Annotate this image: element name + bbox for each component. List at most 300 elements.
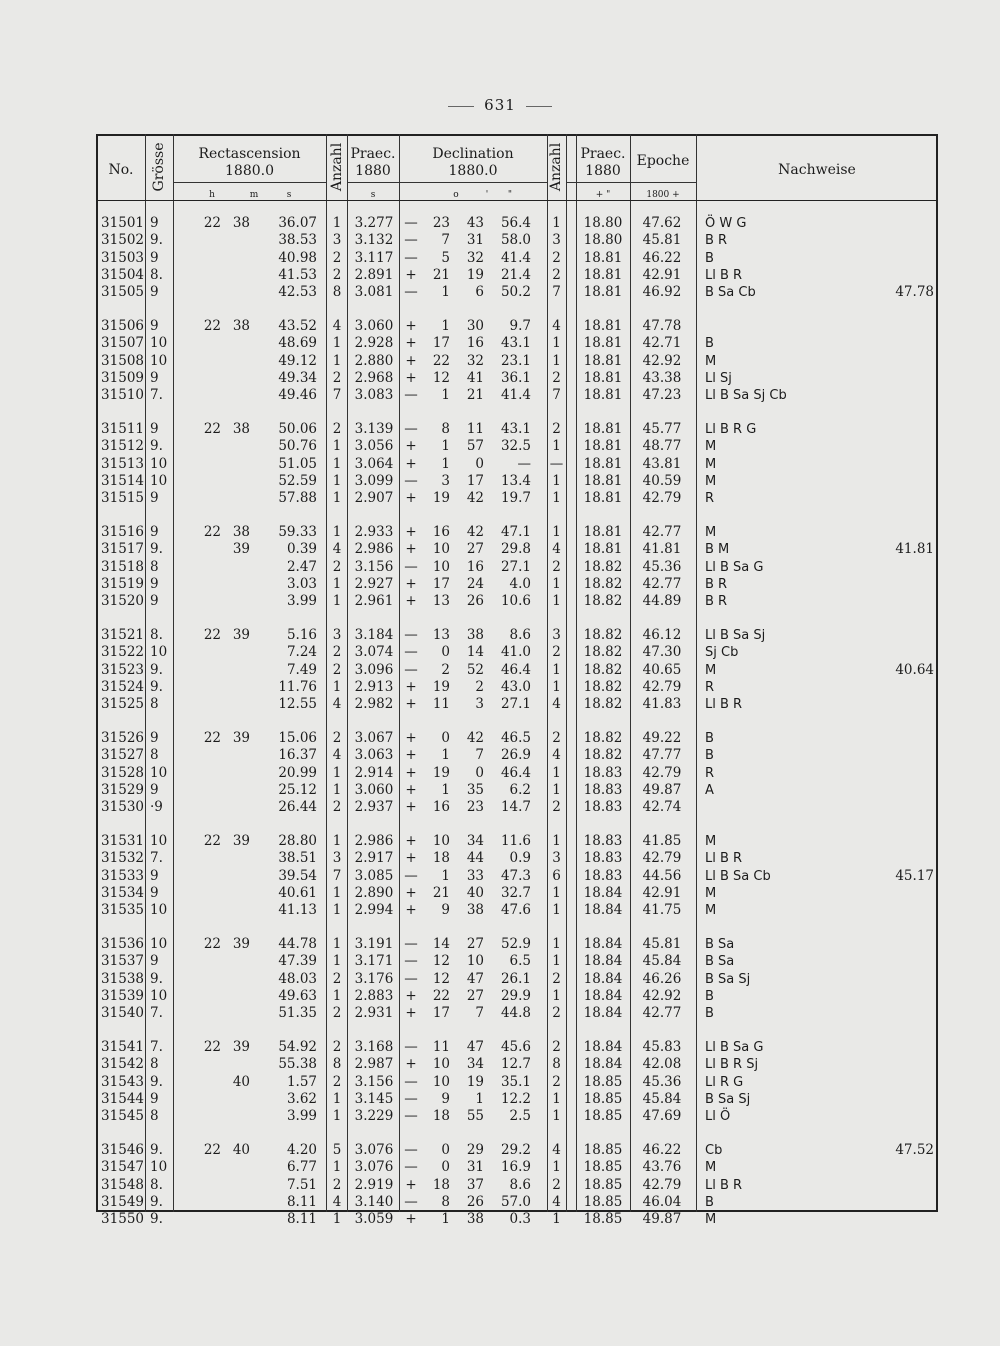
cell-groesse: 9 bbox=[150, 730, 159, 746]
cell-decl-degrees: 10 bbox=[432, 1073, 450, 1090]
cell-decl-seconds: 50.2 bbox=[500, 284, 531, 301]
cell-anzahl-decl: 3 bbox=[552, 232, 561, 249]
cell-groesse: 9. bbox=[150, 1073, 163, 1090]
cell-ra-seconds: 50.76 bbox=[278, 438, 317, 455]
cell-ra-minutes: 38 bbox=[232, 524, 250, 540]
cell-number: 31516 bbox=[101, 524, 144, 540]
page-number-right-rule bbox=[526, 106, 552, 107]
cell-praec-decl: 18.81 bbox=[583, 352, 623, 369]
cell-nachweise: Ll B R bbox=[705, 1177, 743, 1193]
cell-praec-decl: 18.84 bbox=[583, 902, 623, 919]
cell-epoche: 49.87 bbox=[642, 1211, 682, 1228]
cell-ra-minutes: 39 bbox=[232, 833, 250, 849]
cell-praec-decl: 18.84 bbox=[583, 936, 623, 952]
cell-praec-decl: 18.85 bbox=[583, 1211, 623, 1228]
cell-number: 31507 bbox=[101, 335, 144, 352]
cell-praec-decl: 18.82 bbox=[583, 747, 623, 764]
cell-ra-minutes: 39 bbox=[232, 627, 250, 643]
cell-decl-degrees: 11 bbox=[432, 696, 450, 713]
cell-ra-seconds: 38.51 bbox=[278, 850, 317, 867]
cell-ra-seconds: 51.05 bbox=[278, 455, 317, 472]
cell-groesse: 10 bbox=[150, 644, 168, 661]
cell-decl-degrees: 18 bbox=[432, 1108, 450, 1125]
cell-praec-decl: 18.83 bbox=[583, 781, 623, 798]
cell-nachweise: B bbox=[705, 1194, 714, 1210]
cell-nachweise: B bbox=[705, 748, 714, 764]
cell-anzahl: 7 bbox=[332, 867, 342, 884]
cell-praec-ra: 3.156 bbox=[354, 1073, 394, 1090]
cell-ra-seconds: 41.13 bbox=[278, 902, 317, 919]
cell-epoche: 48.77 bbox=[642, 438, 682, 455]
cell-ra-hours: 22 bbox=[203, 1039, 221, 1055]
cell-decl-degrees: 10 bbox=[432, 1056, 450, 1073]
epoche-subheader-rule bbox=[630, 182, 696, 183]
header-ra-unit-h: h bbox=[209, 190, 215, 200]
cell-anzahl: 1 bbox=[332, 987, 342, 1004]
cell-groesse: 7. bbox=[150, 850, 163, 867]
cell-decl-sign: + bbox=[405, 575, 417, 592]
cell-decl-sign: + bbox=[405, 764, 417, 781]
cell-ra-seconds: 59.33 bbox=[278, 524, 317, 540]
cell-nachweise: Ll B R bbox=[705, 267, 743, 283]
cell-anzahl: 3 bbox=[332, 232, 342, 249]
cell-praec-ra: 3.139 bbox=[354, 421, 394, 437]
cell-nachweise: M bbox=[705, 1160, 717, 1176]
cell-number: 31523 bbox=[101, 661, 144, 678]
cell-epoche: 42.79 bbox=[642, 1176, 682, 1193]
cell-number: 31513 bbox=[101, 455, 144, 472]
cell-praec-ra: 3.076 bbox=[354, 1159, 394, 1176]
cell-praec-decl: 18.85 bbox=[583, 1142, 623, 1158]
cell-decl-sign: + bbox=[405, 1005, 417, 1022]
cell-decl-seconds: 41.4 bbox=[500, 249, 531, 266]
cell-groesse: 8. bbox=[150, 266, 163, 283]
cell-praec-decl: 18.81 bbox=[583, 387, 623, 404]
cell-number: 31545 bbox=[101, 1108, 144, 1125]
cell-anzahl: 1 bbox=[332, 764, 342, 781]
cell-epoche: 42.71 bbox=[642, 335, 682, 352]
cell-nachweise: M bbox=[705, 525, 717, 540]
cell-number: 31509 bbox=[101, 369, 144, 386]
cell-decl-seconds: 32.7 bbox=[500, 884, 531, 901]
cell-decl-minutes: 33 bbox=[466, 867, 484, 884]
cell-decl-seconds: 4.0 bbox=[509, 575, 531, 592]
cell-praec-ra: 2.931 bbox=[354, 1005, 394, 1022]
cell-decl-seconds: 57.0 bbox=[500, 1193, 531, 1210]
cell-decl-sign: + bbox=[405, 747, 417, 764]
cell-praec-decl: 18.82 bbox=[583, 627, 623, 643]
cell-decl-seconds: 2.5 bbox=[509, 1108, 531, 1125]
cell-decl-degrees: 12 bbox=[432, 953, 450, 970]
cell-ra-hours: 22 bbox=[203, 936, 221, 952]
cell-epoche: 42.79 bbox=[642, 850, 682, 867]
cell-anzahl: 1 bbox=[332, 352, 342, 369]
cell-decl-degrees: 9 bbox=[441, 902, 450, 919]
cell-decl-seconds: 27.1 bbox=[500, 558, 531, 575]
cell-praec-decl: 18.84 bbox=[583, 970, 623, 987]
header-praec-decl: Praec. bbox=[580, 146, 626, 162]
cell-praec-ra: 2.907 bbox=[354, 490, 394, 507]
cell-decl-sign: + bbox=[405, 1056, 417, 1073]
cell-ra-seconds: 0.39 bbox=[286, 541, 317, 558]
cell-praec-ra: 3.156 bbox=[354, 558, 394, 575]
cell-decl-minutes: 32 bbox=[466, 352, 484, 369]
cell-ra-seconds: 7.51 bbox=[286, 1176, 317, 1193]
cell-ra-seconds: 36.07 bbox=[278, 215, 317, 231]
cell-anzahl-decl: 1 bbox=[552, 215, 561, 231]
header-ra-epoch: 1880.0 bbox=[225, 163, 274, 179]
cell-ra-seconds: 55.38 bbox=[278, 1056, 317, 1073]
cell-epoche: 44.56 bbox=[642, 867, 682, 884]
cell-praec-decl: 18.84 bbox=[583, 1039, 623, 1055]
cell-number: 31529 bbox=[101, 781, 144, 798]
cell-epoche: 42.08 bbox=[642, 1056, 682, 1073]
cell-number: 31535 bbox=[101, 902, 144, 919]
cell-decl-degrees: 0 bbox=[441, 644, 450, 661]
cell-praec-ra: 2.937 bbox=[354, 799, 394, 816]
cell-epoche: 41.75 bbox=[642, 902, 682, 919]
cell-ra-minutes: 40 bbox=[232, 1073, 250, 1090]
cell-decl-seconds: 35.1 bbox=[500, 1073, 531, 1090]
cell-epoche: 41.83 bbox=[642, 696, 682, 713]
cell-decl-degrees: 10 bbox=[432, 558, 450, 575]
cell-decl-minutes: 34 bbox=[466, 833, 484, 849]
cell-ra-minutes: 39 bbox=[232, 730, 250, 746]
cell-praec-decl: 18.81 bbox=[583, 249, 623, 266]
header-declination: Declination bbox=[432, 146, 514, 162]
cell-praec-ra: 3.056 bbox=[354, 438, 394, 455]
header-anzahl-decl: Anzahl bbox=[548, 142, 564, 192]
cell-praec-ra: 3.064 bbox=[354, 455, 394, 472]
cell-decl-degrees: 23 bbox=[432, 215, 450, 231]
cell-decl-sign: — bbox=[404, 421, 418, 437]
cell-decl-minutes: 19 bbox=[466, 266, 484, 283]
cell-extra-epoche: 40.64 bbox=[895, 661, 934, 678]
cell-decl-sign: — bbox=[404, 1073, 418, 1090]
cell-decl-sign: + bbox=[405, 438, 417, 455]
cell-praec-ra: 3.229 bbox=[354, 1108, 394, 1125]
cell-praec-ra: 3.085 bbox=[354, 867, 394, 884]
cell-number: 31543 bbox=[101, 1073, 144, 1090]
cell-praec-decl: 18.81 bbox=[583, 438, 623, 455]
page-number-left-rule bbox=[448, 106, 474, 107]
cell-praec-ra: 3.277 bbox=[354, 215, 394, 231]
cell-decl-degrees: 8 bbox=[441, 421, 450, 437]
cell-number: 31544 bbox=[101, 1090, 144, 1107]
cell-ra-hours: 22 bbox=[203, 833, 221, 849]
cell-decl-sign: — bbox=[404, 1108, 418, 1125]
cell-groesse: 9. bbox=[150, 1211, 163, 1228]
cell-praec-ra: 3.191 bbox=[354, 936, 394, 952]
cell-praec-ra: 3.059 bbox=[354, 1211, 394, 1228]
cell-groesse: 8 bbox=[150, 747, 159, 764]
cell-ra-hours: 22 bbox=[203, 215, 221, 231]
cell-decl-minutes: 38 bbox=[466, 627, 484, 643]
cell-groesse: 8 bbox=[150, 1056, 159, 1073]
cell-decl-minutes: 7 bbox=[475, 1005, 484, 1022]
cell-nachweise: B bbox=[705, 250, 714, 266]
cell-nachweise: A bbox=[705, 782, 714, 798]
cell-ra-seconds: 57.88 bbox=[278, 490, 317, 507]
cell-ra-seconds: 25.12 bbox=[278, 781, 317, 798]
cell-number: 31520 bbox=[101, 593, 144, 610]
cell-decl-sign: + bbox=[405, 541, 417, 558]
cell-nachweise: Ll B R Sj bbox=[705, 1057, 759, 1073]
cell-decl-sign: — bbox=[404, 970, 418, 987]
cell-decl-minutes: 43 bbox=[466, 215, 484, 231]
cell-ra-seconds: 3.03 bbox=[286, 575, 317, 592]
cell-decl-seconds: 41.0 bbox=[500, 644, 531, 661]
cell-epoche: 42.79 bbox=[642, 764, 682, 781]
cell-praec-decl: 18.85 bbox=[583, 1176, 623, 1193]
cell-decl-sign: — bbox=[404, 284, 418, 301]
cell-praec-decl: 18.81 bbox=[583, 369, 623, 386]
cell-decl-sign: — bbox=[404, 953, 418, 970]
cell-decl-minutes: 41 bbox=[466, 369, 484, 386]
cell-anzahl: 1 bbox=[332, 833, 342, 849]
cell-number: 31521 bbox=[101, 627, 144, 643]
cell-praec-ra: 2.914 bbox=[354, 764, 394, 781]
cell-decl-sign: — bbox=[404, 1039, 418, 1055]
cell-decl-seconds: 52.9 bbox=[500, 936, 531, 952]
cell-decl-minutes: 24 bbox=[466, 575, 484, 592]
cell-anzahl-decl: 1 bbox=[552, 833, 561, 849]
cell-praec-decl: 18.83 bbox=[583, 867, 623, 884]
cell-epoche: 45.83 bbox=[642, 1039, 682, 1055]
cell-nachweise: B Sa bbox=[705, 954, 735, 970]
cell-praec-decl: 18.81 bbox=[583, 266, 623, 283]
cell-anzahl: 2 bbox=[332, 1176, 342, 1193]
cell-decl-minutes: 27 bbox=[466, 541, 484, 558]
cell-decl-sign: — bbox=[404, 644, 418, 661]
cell-decl-minutes: 31 bbox=[466, 232, 484, 249]
cell-number: 31515 bbox=[101, 490, 144, 507]
cell-praec-ra: 2.986 bbox=[354, 541, 394, 558]
cell-decl-sign: + bbox=[405, 490, 417, 507]
header-decl-unit-deg: o bbox=[453, 190, 459, 200]
cell-praec-ra: 3.076 bbox=[354, 1142, 394, 1158]
cell-decl-seconds: 9.7 bbox=[509, 318, 531, 334]
cell-decl-minutes: 0 bbox=[475, 764, 484, 781]
cell-anzahl-decl: 1 bbox=[552, 575, 561, 592]
cell-anzahl-decl: 2 bbox=[552, 1176, 561, 1193]
cell-ra-hours: 22 bbox=[203, 627, 221, 643]
cell-ra-minutes: 38 bbox=[232, 215, 250, 231]
cell-groesse: 8 bbox=[150, 1108, 159, 1125]
cell-decl-sign: — bbox=[404, 558, 418, 575]
cell-decl-degrees: 1 bbox=[441, 284, 450, 301]
cell-anzahl: 1 bbox=[332, 953, 342, 970]
header-nachweise: Nachweise bbox=[778, 162, 856, 178]
cell-ra-seconds: 54.92 bbox=[278, 1039, 317, 1055]
cell-nachweise: M bbox=[705, 439, 717, 455]
cell-number: 31524 bbox=[101, 678, 144, 695]
cell-number: 31518 bbox=[101, 558, 144, 575]
cell-anzahl: 2 bbox=[332, 1073, 342, 1090]
cell-ra-seconds: 48.69 bbox=[278, 335, 317, 352]
header-epoche-unit: 1800 + bbox=[646, 190, 680, 200]
cell-epoche: 42.79 bbox=[642, 490, 682, 507]
cell-praec-decl: 18.85 bbox=[583, 1193, 623, 1210]
cell-groesse: 9 bbox=[150, 1090, 159, 1107]
header-ra-unit-m: m bbox=[249, 190, 259, 200]
cell-praec-decl: 18.85 bbox=[583, 1108, 623, 1125]
cell-praec-decl: 18.81 bbox=[583, 524, 623, 540]
cell-decl-degrees: 18 bbox=[432, 850, 450, 867]
cell-epoche: 47.77 bbox=[642, 747, 682, 764]
cell-praec-decl: 18.85 bbox=[583, 1073, 623, 1090]
cell-anzahl: 4 bbox=[332, 541, 342, 558]
cell-praec-ra: 3.171 bbox=[354, 953, 394, 970]
cell-decl-seconds: 6.5 bbox=[509, 953, 531, 970]
cell-praec-decl: 18.85 bbox=[583, 1159, 623, 1176]
cell-epoche: 47.78 bbox=[642, 318, 682, 334]
cell-nachweise: Ll B Sa Cb bbox=[705, 868, 771, 884]
cell-anzahl: 2 bbox=[332, 558, 342, 575]
cell-anzahl-decl: 1 bbox=[552, 593, 561, 610]
cell-epoche: 45.84 bbox=[642, 953, 682, 970]
cell-decl-sign: + bbox=[405, 987, 417, 1004]
cell-anzahl: 1 bbox=[332, 438, 342, 455]
cell-groesse: 8. bbox=[150, 1176, 163, 1193]
cell-number: 31526 bbox=[101, 730, 144, 746]
cell-epoche: 47.69 bbox=[642, 1108, 682, 1125]
cell-number: 31547 bbox=[101, 1159, 144, 1176]
cell-anzahl: 2 bbox=[332, 661, 342, 678]
cell-praec-decl: 18.83 bbox=[583, 850, 623, 867]
cell-nachweise: M bbox=[705, 473, 717, 489]
cell-ra-seconds: 39.54 bbox=[278, 867, 317, 884]
cell-number: 31501 bbox=[101, 215, 144, 231]
cell-ra-minutes: 38 bbox=[232, 421, 250, 437]
cell-ra-seconds: 40.98 bbox=[278, 249, 317, 266]
cell-anzahl-decl: 1 bbox=[552, 678, 561, 695]
cell-number: 31537 bbox=[101, 953, 144, 970]
cell-ra-hours: 22 bbox=[203, 730, 221, 746]
cell-number: 31541 bbox=[101, 1039, 144, 1055]
cell-decl-degrees: 1 bbox=[441, 1211, 450, 1228]
header-praec-ra-year: 1880 bbox=[355, 163, 391, 179]
cell-decl-degrees: 11 bbox=[432, 1039, 450, 1055]
cell-nachweise: M bbox=[705, 662, 717, 678]
cell-praec-decl: 18.82 bbox=[583, 575, 623, 592]
cell-groesse: 10 bbox=[150, 455, 168, 472]
cell-epoche: 46.04 bbox=[642, 1193, 682, 1210]
cell-groesse: 10 bbox=[150, 833, 168, 849]
cell-anzahl: 2 bbox=[332, 970, 342, 987]
cell-praec-ra: 3.168 bbox=[354, 1039, 394, 1055]
cell-ra-hours: 22 bbox=[203, 1142, 221, 1158]
cell-anzahl-decl: 1 bbox=[552, 661, 561, 678]
cell-groesse: 9. bbox=[150, 661, 163, 678]
cell-praec-decl: 18.84 bbox=[583, 953, 623, 970]
cell-groesse: 9 bbox=[150, 593, 159, 610]
cell-decl-sign: — bbox=[404, 1090, 418, 1107]
cell-anzahl-decl: 1 bbox=[552, 490, 561, 507]
cell-praec-ra: 2.880 bbox=[354, 352, 394, 369]
cell-epoche: 43.81 bbox=[642, 455, 682, 472]
cell-nachweise: Ll B Sa G bbox=[705, 1040, 764, 1055]
cell-decl-seconds: 36.1 bbox=[500, 369, 531, 386]
cell-groesse: 9 bbox=[150, 490, 159, 507]
cell-anzahl-decl: 2 bbox=[552, 1005, 561, 1022]
cell-epoche: 45.77 bbox=[642, 421, 682, 437]
cell-anzahl-decl: 1 bbox=[552, 1090, 561, 1107]
cell-number: 31510 bbox=[101, 387, 144, 404]
cell-decl-sign: + bbox=[405, 696, 417, 713]
header-groesse: Grösse bbox=[151, 142, 167, 192]
cell-decl-seconds: 47.1 bbox=[500, 524, 531, 540]
cell-number: 31512 bbox=[101, 438, 144, 455]
cell-decl-degrees: 21 bbox=[432, 884, 450, 901]
header-ra-unit-s: s bbox=[286, 190, 292, 200]
cell-decl-degrees: 12 bbox=[432, 369, 450, 386]
cell-praec-decl: 18.84 bbox=[583, 884, 623, 901]
cell-groesse: 10 bbox=[150, 472, 168, 489]
cell-decl-sign: + bbox=[405, 524, 417, 540]
cell-decl-sign: — bbox=[404, 232, 418, 249]
cell-ra-seconds: 15.06 bbox=[278, 730, 317, 746]
cell-decl-minutes: 34 bbox=[466, 1056, 484, 1073]
cell-decl-degrees: 1 bbox=[441, 438, 450, 455]
cell-decl-seconds: 16.9 bbox=[500, 1159, 531, 1176]
cell-anzahl: 2 bbox=[332, 369, 342, 386]
cell-ra-minutes: 40 bbox=[232, 1142, 250, 1158]
cell-anzahl-decl: 1 bbox=[552, 902, 561, 919]
header-no: No. bbox=[108, 162, 134, 178]
cell-anzahl-decl: 7 bbox=[552, 284, 561, 301]
cell-decl-degrees: 22 bbox=[432, 987, 450, 1004]
cell-nachweise: M bbox=[705, 834, 717, 849]
cell-praec-decl: 18.81 bbox=[583, 421, 623, 437]
cell-nachweise: M bbox=[705, 903, 717, 919]
cell-decl-minutes: 38 bbox=[466, 1211, 484, 1228]
cell-nachweise: B bbox=[705, 731, 714, 746]
cell-decl-sign: — bbox=[404, 661, 418, 678]
cell-nachweise: Ll B R G bbox=[705, 422, 757, 437]
cell-anzahl-decl: 1 bbox=[552, 1108, 561, 1125]
cell-nachweise: R bbox=[705, 679, 715, 695]
cell-anzahl: 1 bbox=[332, 455, 342, 472]
cell-decl-minutes: 21 bbox=[466, 387, 484, 404]
cell-nachweise: B Sa Sj bbox=[705, 1091, 751, 1107]
cell-anzahl: 1 bbox=[332, 1108, 342, 1125]
cell-anzahl-decl: 1 bbox=[552, 1211, 561, 1228]
cell-anzahl: 7 bbox=[332, 387, 342, 404]
cell-decl-degrees: 1 bbox=[441, 318, 450, 334]
cell-decl-sign: — bbox=[404, 867, 418, 884]
header-praec-ra-unit: s bbox=[370, 190, 376, 200]
cell-anzahl-decl: 2 bbox=[552, 970, 561, 987]
cell-number: 31517 bbox=[101, 541, 144, 558]
cell-praec-ra: 3.099 bbox=[354, 472, 394, 489]
cell-praec-ra: 2.883 bbox=[354, 987, 394, 1004]
cell-praec-decl: 18.84 bbox=[583, 987, 623, 1004]
header-epoche: Epoche bbox=[636, 153, 690, 169]
cell-nachweise: Ll B Sa G bbox=[705, 559, 764, 575]
cell-praec-ra: 2.891 bbox=[354, 266, 394, 283]
cell-epoche: 42.74 bbox=[642, 799, 682, 816]
col-divider bbox=[173, 134, 174, 1212]
cell-decl-sign: + bbox=[405, 352, 417, 369]
cell-anzahl-decl: 2 bbox=[552, 799, 561, 816]
cell-decl-degrees: 17 bbox=[432, 335, 450, 352]
cell-anzahl-decl: 1 bbox=[552, 987, 561, 1004]
header-praec-decl-unit: + " bbox=[595, 190, 611, 200]
cell-groesse: 10 bbox=[150, 902, 168, 919]
cell-number: 31550 bbox=[101, 1211, 144, 1228]
cell-praec-ra: 2.987 bbox=[354, 1056, 394, 1073]
